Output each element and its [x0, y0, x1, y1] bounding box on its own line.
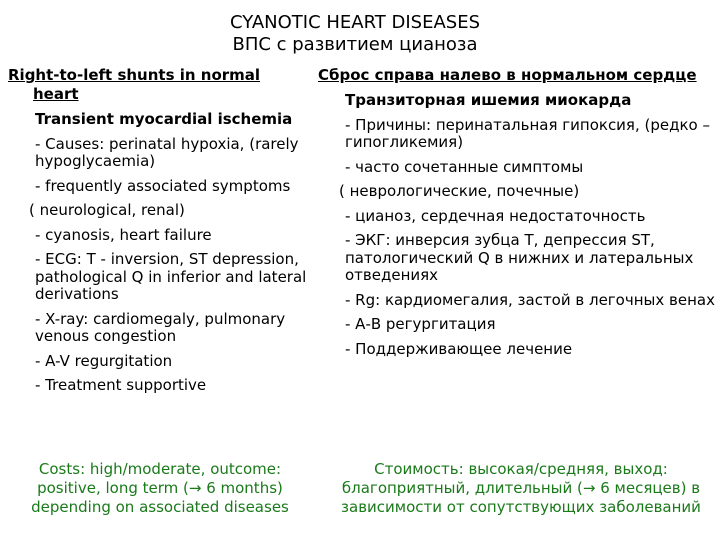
right-heading: Сброс справа налево в нормальном сердце [318, 66, 697, 84]
left-heading: Right-to-left shunts in normal heart [8, 66, 261, 103]
left-item-ischemia: Transient myocardial ischemia [35, 110, 293, 128]
slide-title [0, 12, 710, 56]
left-costs: Costs: high/moderate, outcome: positive, long term (→ 6 months) depending on associated diseases [31, 460, 289, 516]
left-item-treatment: - Treatment supportive [35, 376, 207, 394]
title-english: CYANOTIC HEART DISEASES [229, 12, 481, 33]
right-item-neuro-renal: ( неврологические, почечные) [339, 182, 580, 200]
right-item-cyanosis: - цианоз, сердечная недостаточность [345, 206, 646, 225]
right-item-ischemia: Транзиторная ишемия миокарда [345, 91, 632, 109]
left-item-causes: - Causes: perinatal hypoxia, (rarely hypoglycaemia) [35, 134, 299, 170]
right-item-symptoms: - часто сочетанные симптомы [345, 157, 584, 176]
right-item-regurgitation: - А-В регургитация [345, 315, 496, 333]
right-column-russian [318, 66, 718, 358]
title-russian: ВПС с развитием цианоза [232, 34, 478, 55]
right-item-xray: - Rg: кардиомегалия, застой в легочных венах [345, 290, 715, 309]
left-item-cyanosis: - cyanosis, heart failure [35, 225, 212, 244]
right-item-treatment: - Поддерживающее лечение [345, 339, 573, 358]
left-item-ecg: - ECG: T - inversion, ST depression, pathological Q in inferior and lateral derivations [35, 250, 307, 303]
left-item-neuro-renal: ( neurological, renal) [29, 201, 185, 219]
right-item-causes: - Причины: перинатальная гипоксия, (редко – гипогликемия) [345, 115, 710, 151]
right-item-ecg: - ЭКГ: инверсия зубца Т, депрессия ST, патологический Q в нижних и латеральных отведениях [345, 231, 694, 284]
left-item-symptoms: - frequently associated symptoms [35, 176, 291, 195]
left-item-xray: - X-ray: cardiomegaly, pulmonary venous congestion [35, 309, 286, 345]
right-costs: Стоимость: высокая/средняя, выход: благоприятный, длительный (→ 6 месяцев) в зависимости от сопутствующих заболеваний [341, 460, 701, 516]
left-item-regurgitation: - A-V regurgitation [35, 351, 173, 370]
left-column-english [8, 66, 310, 395]
